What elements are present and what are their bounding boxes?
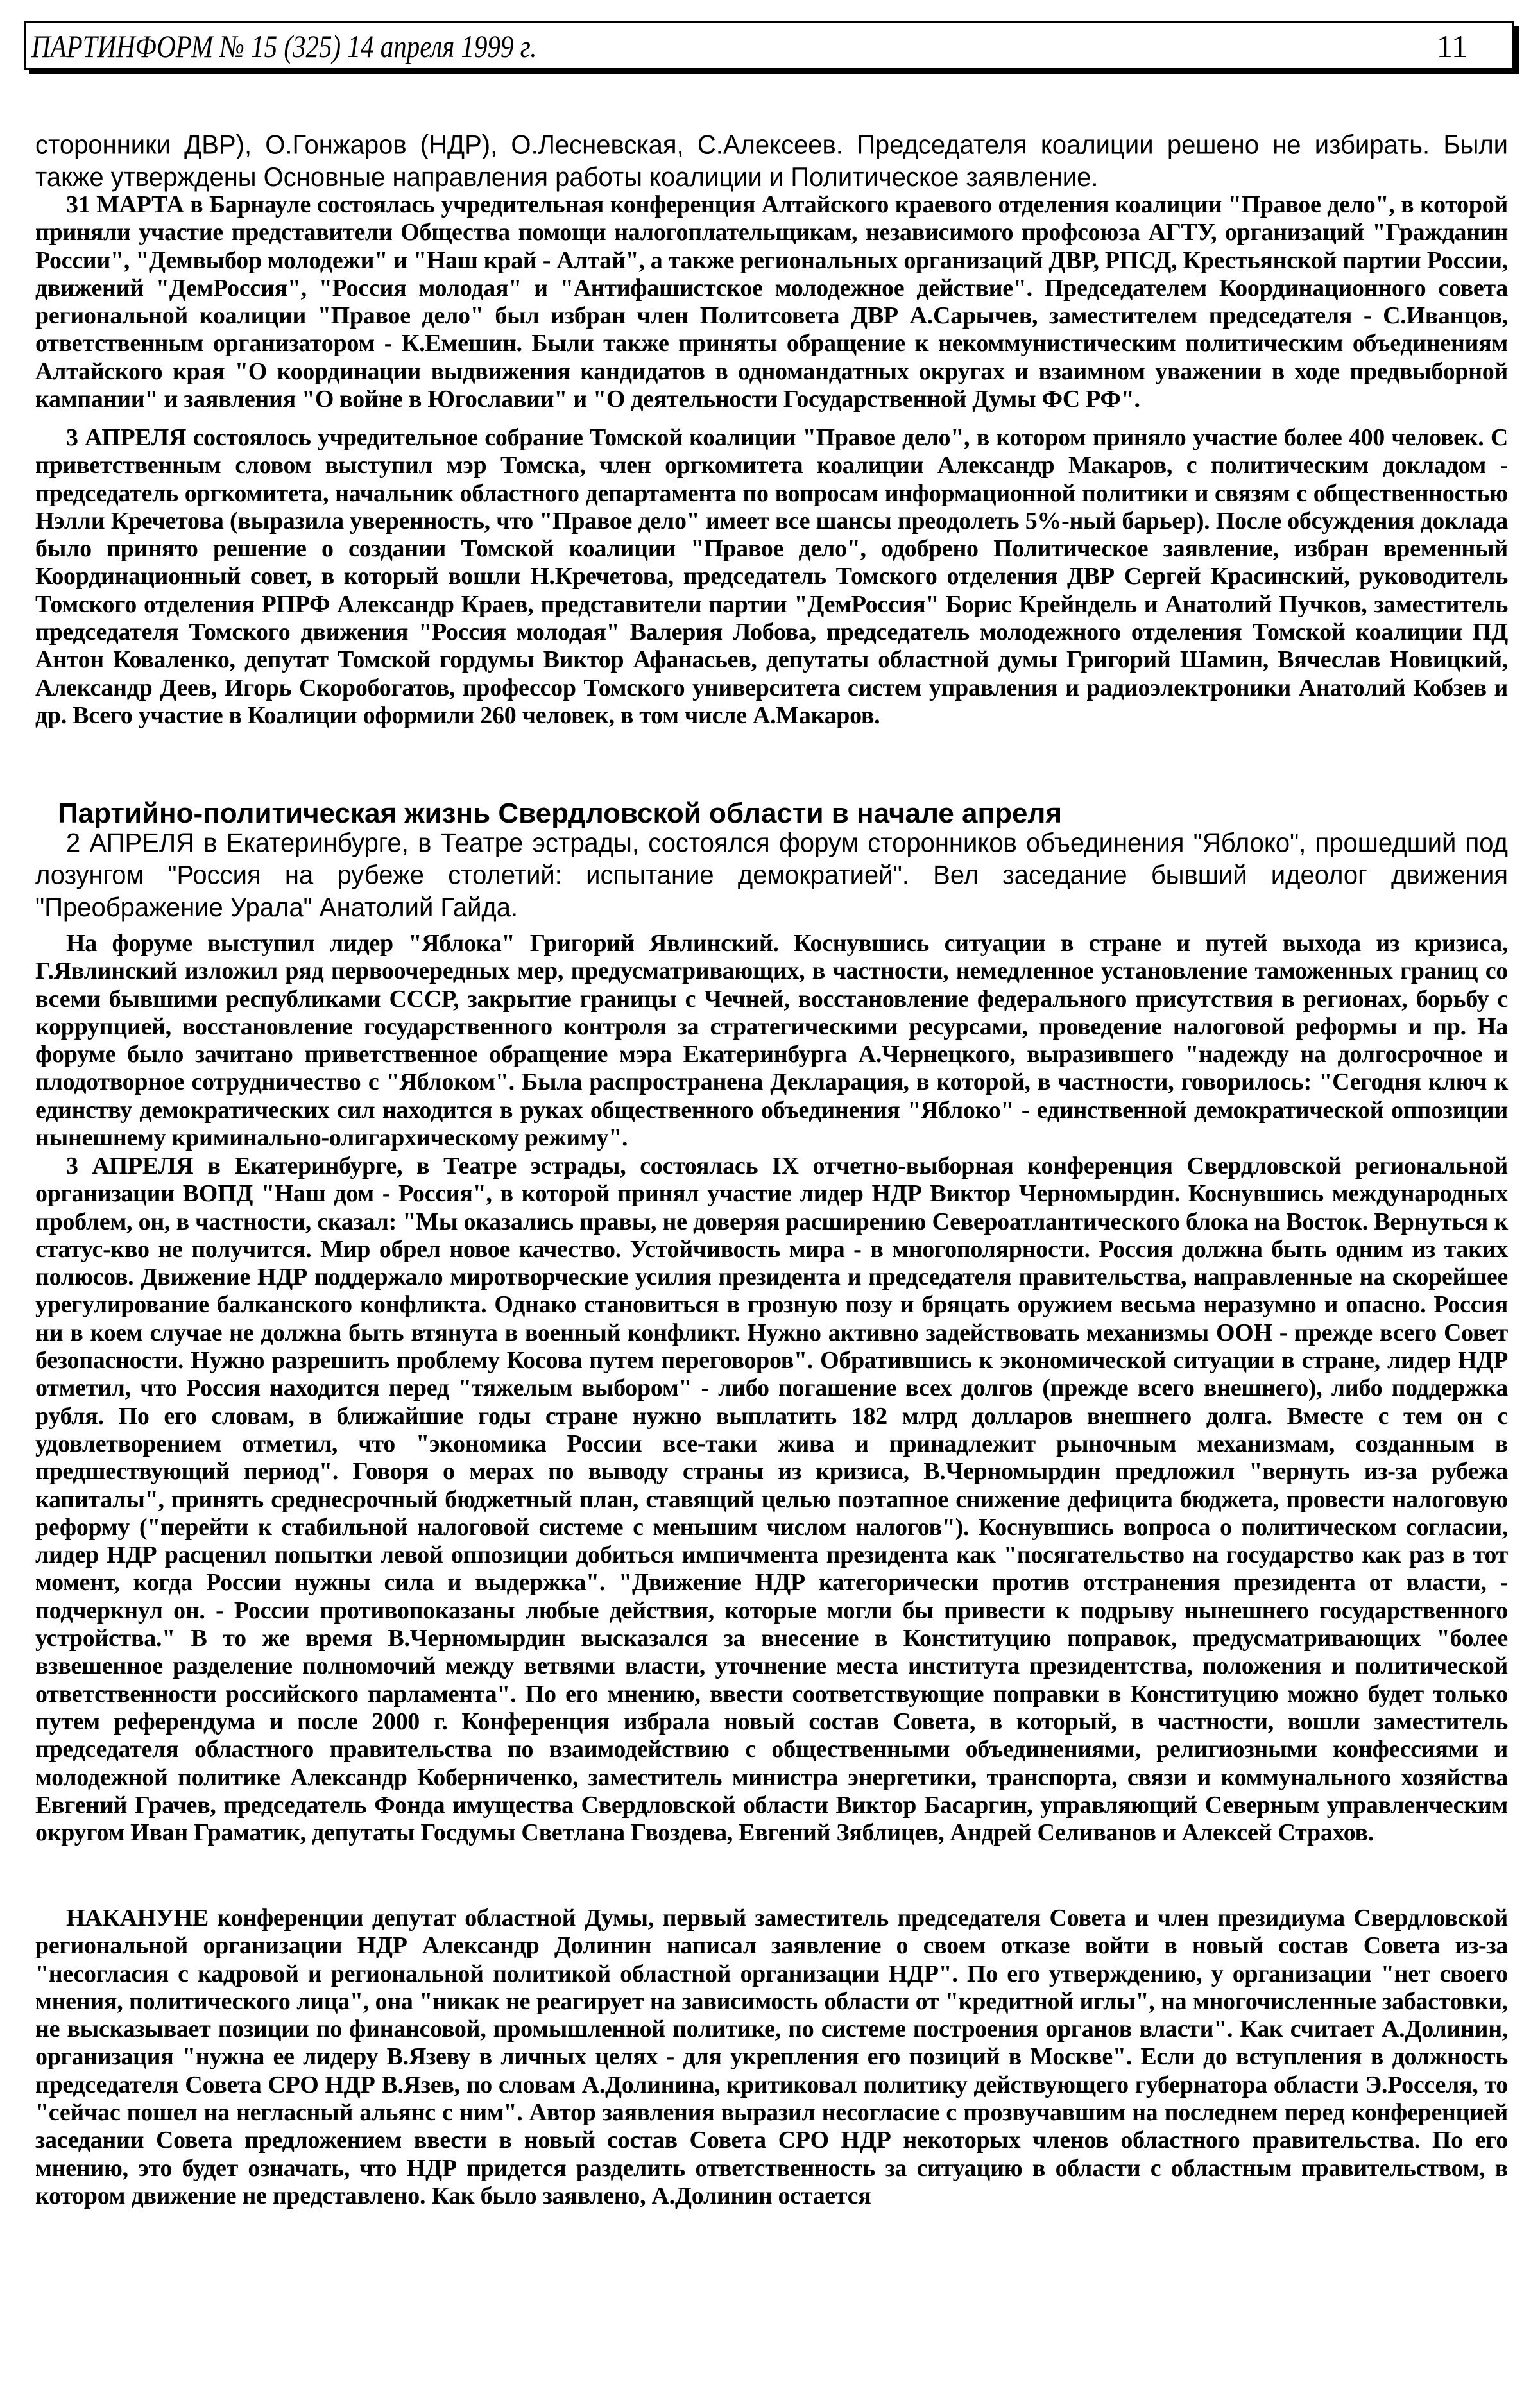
paragraph-tomsk: 3 АПРЕЛЯ состоялось учредительное собрание Томской коалиции "Правое дело", в котором приняло участие более 400 человек. С приветственным словом выступил мэр Томска, член оргкомитета коалиции Александр Макаров, с политическим докладом - председатель оргкомитета, начальник областного департамента по вопросам информационной политики и связям с общественностью Нэлли Кречетова (выразила уверенность, что "Правое дело" имеет все шансы преодолеть 5%-ный барьер). После обсуждения доклада было принято решение о создании Томской коалиции "Правое дело", одобрено Политическое заявление, избран временный Координационный совет, в который вошли Н.Кречетова, председатель Томского отделения ДВР Сергей Красинский, руководитель Томского отделения РПРФ Александр Краев, представители партии "ДемРоссия" Борис Крейндель и Анатолий Пучков, заместитель председателя Томского движения "Россия молодая" Валерия Лобова, председатель молодежного отделения Томской коалиции ПД Антон Коваленко, депутат Томской гордумы Виктор Афанасьев, депутаты областной думы Григорий Шамин, Вячеслав Новицкий, Александр Деев, Игорь Скоробогатов, профессор Томского университета систем управления и радиоэлектроники Анатолий Кобзев и др. Всего участие в Коалиции оформили 260 человек, в том числе А.Макаров. <box>35 424 1508 729</box>
paragraph-ndr-conference: 3 АПРЕЛЯ в Екатеринбурге, в Театре эстрады, состоялась IX отчетно-выборная конференция Свердловской региональной организации ВОПД "Наш дом - Россия", в которой принял участие лидер НДР Виктор Черномырдин. Коснувшись международных проблем, он, в частности, сказал: "Мы оказались правы, не доверяя расширению Североатлантического блока на Восток. Вернуться к статус-кво не получится. Мир обрел новое качество. Устойчивость мира - в многополярности. Россия должна быть одним из таких полюсов. Движение НДР поддержало миротворческие усилия президента и председателя правительства, направленные на скорейшее урегулирование балканского конфликта. Однако становиться в грозную позу и бряцать оружием весьма неразумно и опасно. Россия ни в коем случае не должна быть втянута в военный конфликт. Нужно активно задействовать механизмы ООН - прежде всего Совет безопасности. Нужно разрешить проблему Косова путем переговоров". Обратившись к экономической ситуации в стране, лидер НДР отметил, что Россия находится перед "тяжелым выбором" - либо погашение всех долгов (прежде всего внешнего), либо поддержка рубля. По его словам, в ближайшие годы стране нужно выплатить 182 млрд долларов внешнего долга. Вместе с тем он с удовлетворением отметил, что "экономика России все-таки жива и принадлежит рыночным механизмам, созданным в предшествующий период". Говоря о мерах по выводу страны из кризиса, В.Черномырдин предложил "вернуть из-за рубежа капиталы", принять среднесрочный бюджетный план, ставящий целью поэтапное снижение дефицита бюджета, провести налоговую реформу ("перейти к стабильной налоговой системе с меньшим числом налогов"). Коснувшись вопроса о политическом согласии, лидер НДР расценил попытки левой оппозиции добиться импичмента президента как "посягательство на государство как раз в тот момент, когда России нужны сила и выдержка". "Движение НДР категорически против отстранения президента от власти, - подчеркнул он. - России противопоказаны любые действия, которые могли бы привести к подрыву нынешнего государственного устройства." В то же время В.Черномырдин высказался за внесение в Конституцию поправок, предусматривающих "более взвешенное разделение полномочий между ветвями власти, уточнение места института президентства, положения и политической ответственности российского парламента". По его мнению, ввести соответствующие поправки в Конституцию можно будет только путем референдума и после 2000 г. Конференция избрала новый состав Совета, в который, в частности, вошли заместитель председателя областного правительства по взаимодействию с общественными объединениями, религиозными конфессиями и молодежной политике Александр Коберниченко, заместитель министра энергетики, транспорта, связи и коммунального хозяйства Евгений Грачев, председатель Фонда имущества Свердловской области Виктор Басаргин, управляющий Северным управленческим округом Иван Граматик, депутаты Госдумы Светлана Гвоздева, Евгений Зяблицев, Андрей Селиванов и Алексей Страхов. <box>35 1152 1508 1847</box>
article2-heading: Партийно-политическая жизнь Свердловской области в начале апреля <box>58 798 1063 829</box>
page-number: 11 <box>1436 28 1467 64</box>
article1-intro: сторонники ДВР), О.Гонжаров (НДР), О.Лесневская, С.Алексеев. Председателя коалиции решено не избирать. Были также утверждены Основные направления работы коалиции и Политическое заявление. <box>35 130 1508 193</box>
paragraph-dolinin: НАКАНУНЕ конференции депутат областной Думы, первый заместитель председателя Совета и член президиума Свердловской региональной организации НДР Александр Долинин написал заявление о своем отказе войти в новый состав Совета из-за "несогласия с кадровой и региональной политикой областной организации НДР". По его утверждению, у организации "нет своего мнения, политического лица", она "никак не реагирует на зависимость области от "кредитной иглы", на многочисленные забастовки, не высказывает позиции по финансовой, промышленной политике, по системе построения органов власти". Как считает А.Долинин, организация "нужна ее лидеру В.Язеву в личных целях - для укрепления его позиций в Москве". Если до вступления в должность председателя Совета СРО НДР В.Язев, по словам А.Долинина, критиковал политику действующего губернатора области Э.Росселя, то "сейчас пошел на негласный альянс с ним". Автор заявления выразил несогласие с прозвучавшим на последнем перед конференцией заседании Совета предложением ввести в новый состав Совета СРО НДР некоторых членов областного правительства. По его мнению, это будет означать, что НДР придется разделить ответственность за ситуацию в области с областным правительством, в котором движение не представлено. Как было заявлено, А.Долинин остается <box>35 1905 1508 2209</box>
page-header <box>24 21 1514 70</box>
article2-intro: 2 АПРЕЛЯ в Екатеринбурге, в Театре эстрады, состоялся форум сторонников объединения "Яблоко", прошедший под лозунгом "Россия на рубеже столетий: испытание демократией". Вел заседание бывший идеолог движения "Преображение Урала" Анатолий Гайда. <box>35 828 1508 923</box>
paragraph-yabloko-forum: На форуме выступил лидер "Яблока" Григорий Явлинский. Коснувшись ситуации в стране и путей выхода из кризиса, Г.Явлинский изложил ряд первоочередных мер, предусматривающих, в частности, немедленное установление таможенных границ со всеми бывшими республиками СССР, закрытие границы с Чечней, восстановление федерального присутствия в регионах, борьбу с коррупцией, восстановление государственного контроля за стратегическими ресурсами, проведение налоговой реформы и пр. На форуме было зачитано приветственное обращение мэра Екатеринбурга А.Чернецкого, выразившего "надежду на долгосрочное и плодотворное сотрудничество с "Яблоком". Была распространена Декларация, в которой, в частности, говорилось: "Сегодня ключ к единству демократических сил находится в руках общественного объединения "Яблоко" - единственной демократической оппозиции нынешнему криминально-олигархическому режиму". <box>35 930 1508 1152</box>
paragraph-barnaul: 31 МАРТА в Барнауле состоялась учредительная конференция Алтайского краевого отделения коалиции "Правое дело", в которой приняли участие представители Общества помощи налогоплательщикам, независимого профсоюза АГТУ, организаций "Гражданин России", "Демвыбор молодежи" и "Наш край - Алтай", а также региональных организаций ДВР, РПСД, Крестьянской партии России, движений "ДемРоссия", "Россия молодая" и "Антифашистское молодежное действие". Председателем Координационного совета региональной коалиции "Правое дело" был избран член Политсовета ДВР А.Сарычев, заместителем председателя - С.Иванцов, ответственным организатором - К.Емешин. Были также приняты обращение к некоммунистическим политическим объединениям Алтайского края "О координации выдвижения кандидатов в одномандатных округах и взаимном уважении в ходе предвыборной кампании" и заявления "О войне в Югославии" и "О деятельности Государственной Думы ФС РФ". <box>35 191 1508 413</box>
publication-title: ПАРТИНФОРМ № 15 (325) 14 апреля 1999 г. <box>31 28 537 64</box>
